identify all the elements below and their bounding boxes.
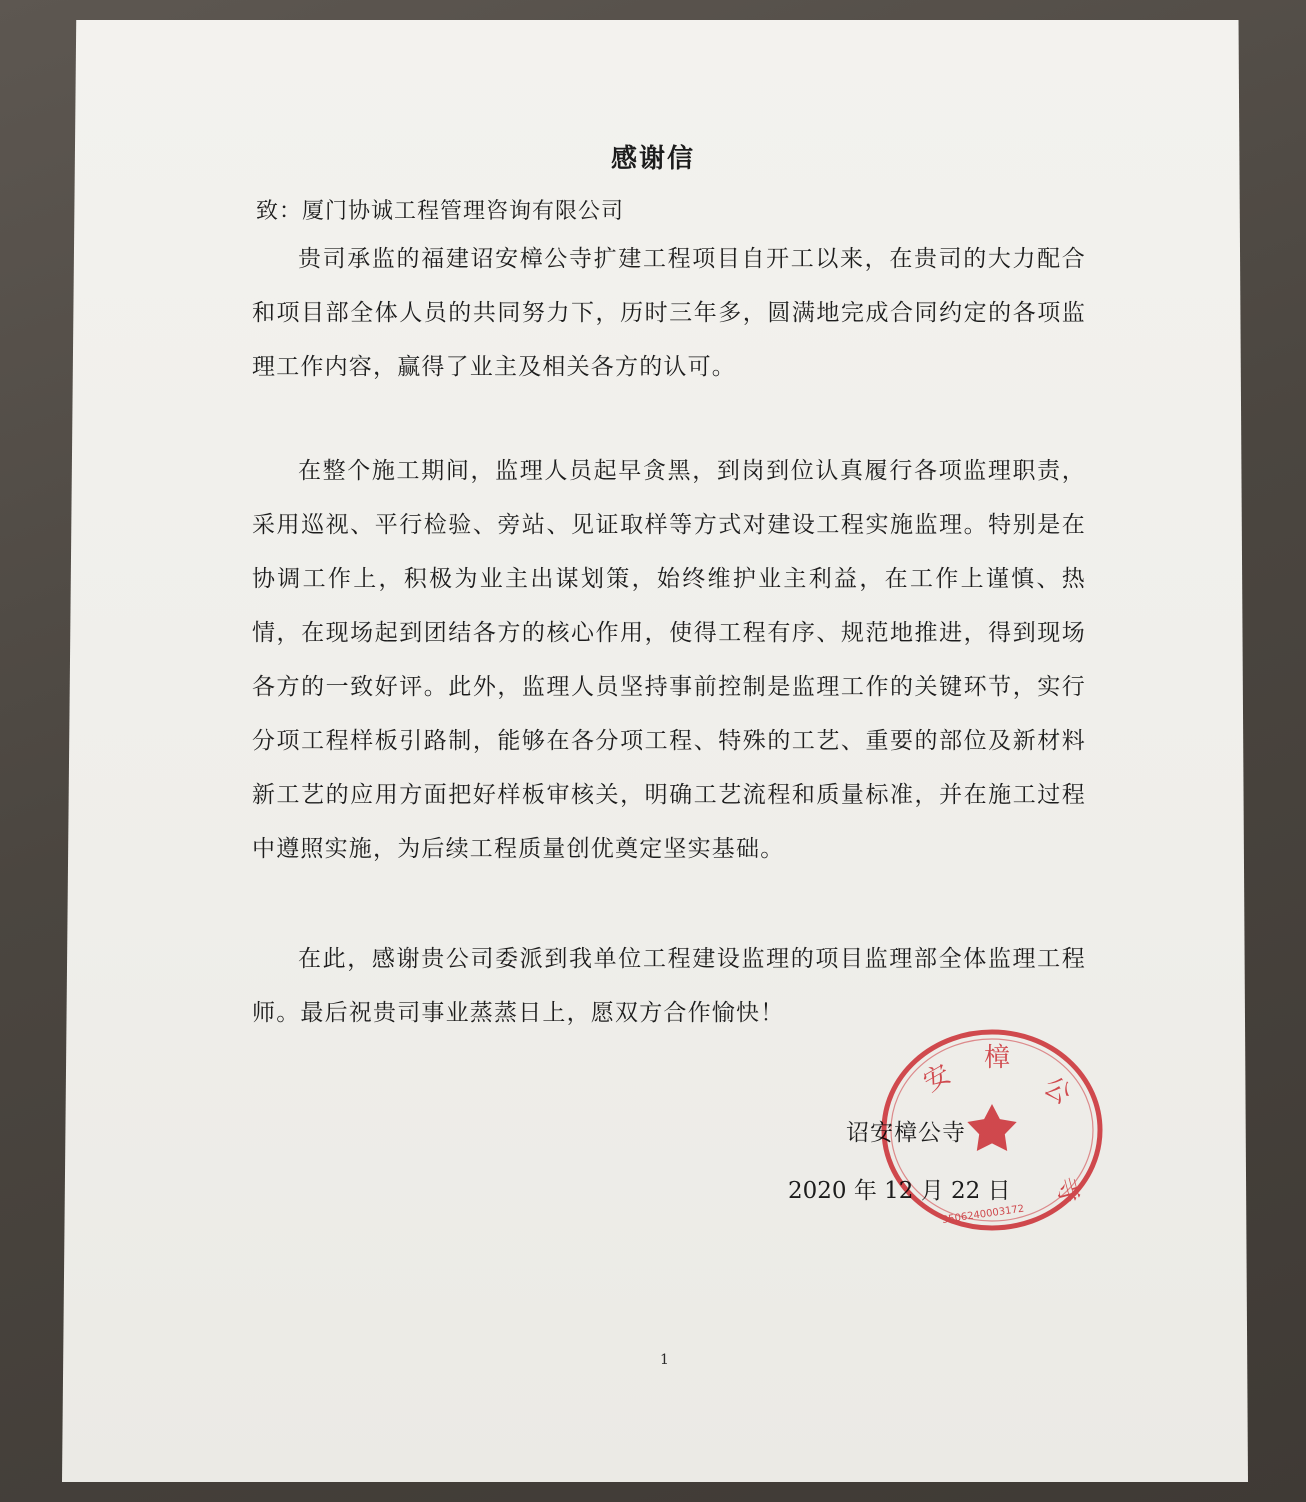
seal-char-4: 寺 (1049, 1174, 1085, 1207)
recipient-line: 致：厦门协诚工程管理咨询有限公司 (256, 199, 625, 224)
seal-char-3: 公 (1037, 1071, 1077, 1111)
body-paragraph-1: 贵司承监的福建诏安樟公寺扩建工程项目自开工以来，在贵司的大力配合和项目部全体人员的共同努力下，历时三年多，圆满地完成合同约定的各项监理工作内容，赢得了业主及相关各方的认可。 (252, 246, 1086, 380)
letter-title: 感谢信 (610, 144, 695, 174)
page-number: 1 (660, 1352, 669, 1368)
body-paragraph-2: 在整个施工期间，监理人员起早贪黑，到岗到位认真履行各项监理职责，采用巡视、平行检验、旁站、见证取样等方式对建设工程实施监理。特别是在协调工作上，积极为业主出谋划策，始终维护业主利益，在工作上谨慎、热情，在现场起到团结各方的核心作用，使得工程有序、规范地推进，得到现场各方的一致好评。此外，监理人员坚持事前控制是监理工作的关键环节，实行分项工程样板引路制，能够在各分项工程、特殊的工艺、重要的部位及新材料新工艺的应用方面把好样板审核关，明确工艺流程和质量标准，并在施工过程中遵照实施，为后续工程质量创优奠定坚实基础。 (252, 458, 1086, 862)
body-paragraph-3: 在此，感谢贵公司委派到我单位工程建设监理的项目监理部全体监理工程师。最后祝贵司事业蒸蒸日上，愿双方合作愉快！ (252, 946, 1086, 1026)
official-seal (872, 1020, 1112, 1240)
star-icon (967, 1104, 1016, 1151)
seal-char-2: 樟 (984, 1043, 1011, 1073)
seal-char-1: 安 (918, 1059, 957, 1099)
seal-serial-number: 3506240003172 (941, 1203, 1025, 1226)
signature-organization: 诏安樟公寺 (846, 1120, 966, 1146)
signature-date: 2020 年 12 月 22 日 (788, 1178, 1011, 1204)
